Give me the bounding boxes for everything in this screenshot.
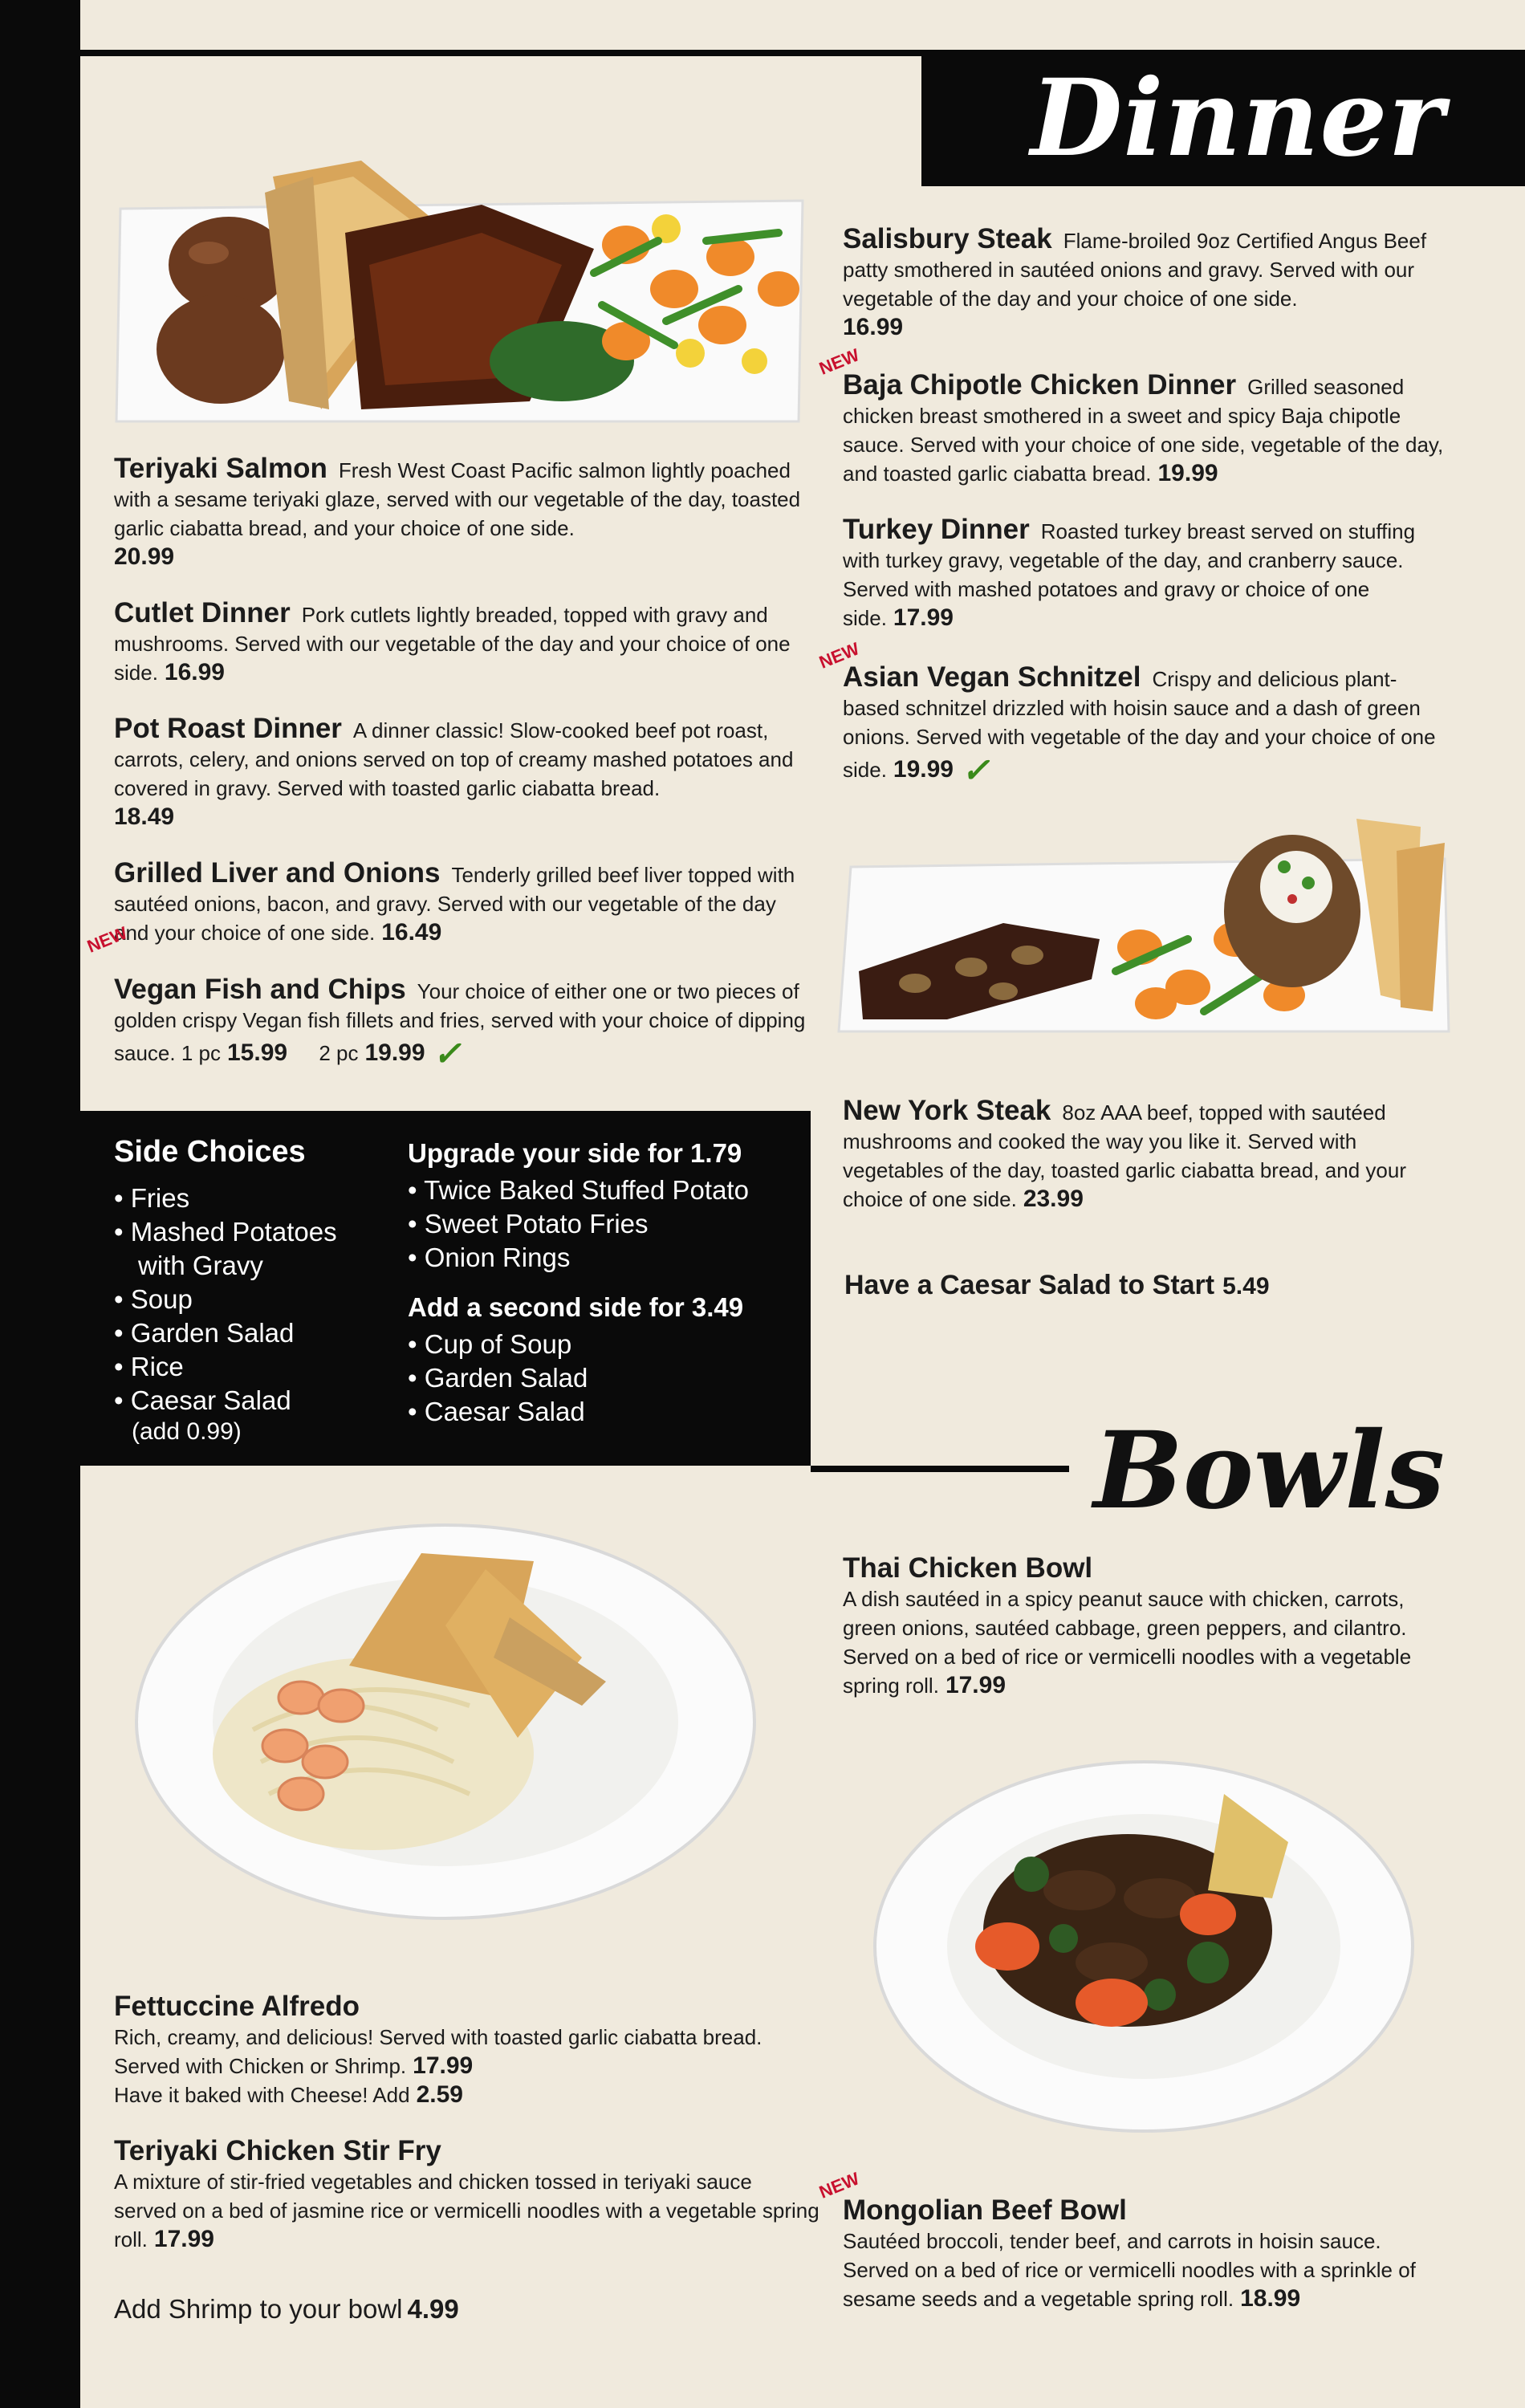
item-name: Grilled Liver and Onions	[114, 857, 441, 889]
list-item: • Twice Baked Stuffed Potato	[408, 1173, 749, 1207]
item-description: Fresh West Coast Pacific salmon lightly poached with a sesame teriyaki glaze, served with our vegetable of the day, toasted garlic ciabatta bread, and your choice of one side.	[114, 458, 801, 540]
menu-item-thai-chicken-bowl	[843, 1554, 1453, 1700]
item-description: Your choice of either one or two pieces of golden crispy Vegan fish fillets and fries, served with your choice of dipping sauce.	[114, 979, 806, 1065]
item-description: Rich, creamy, and delicious! Served with toasted garlic ciabatta bread.	[114, 2025, 762, 2049]
item-name: Teriyaki Chicken Stir Fry	[114, 2135, 441, 2166]
item-price: 16.49	[381, 919, 442, 946]
upgrade-side-list	[408, 1173, 749, 1275]
menu-item-new-york-steak	[843, 1096, 1453, 1214]
item-name: Thai Chicken Bowl	[843, 1552, 1093, 1584]
item-description: A dinner classic! Slow-cooked beef pot roast, carrots, celery, and onions served on top of creamy mashed potatoes and covered in gravy. Served with toasted garlic ciabatta bread.	[114, 718, 794, 800]
new-tag: NEW	[83, 922, 130, 957]
upgrade-side-title: Upgrade your side for 1.79	[408, 1138, 742, 1168]
list-item: • Soup	[114, 1283, 337, 1316]
addon-price: 4.99	[407, 2294, 459, 2324]
menu-item-grilled-liver	[114, 859, 812, 947]
menu-item-pot-roast	[114, 714, 812, 832]
item-price: 18.99	[1240, 2285, 1301, 2312]
item-description: Pork cutlets lightly breaded, topped with gravy and mushrooms. Served with our vegetable of the day and your choice of one side.	[114, 603, 791, 685]
item-description: Roasted turkey breast served on stuffing with turkey gravy, vegetable of the day, and cranberry sauce. Served with mashed potatoes and gravy or choice of one side.	[843, 519, 1416, 630]
item-description: 8oz AAA beef, topped with sautéed mushrooms and cooked the way you like it. Served with vegetables of the day, toasted garlic ciabatta bread, and your choice of one side.	[843, 1100, 1406, 1211]
second-side-title: Add a second side for 3.49	[408, 1292, 744, 1322]
caesar-salad-starter	[844, 1270, 1270, 1301]
list-item: • Onion Rings	[408, 1241, 749, 1275]
item-price: 17.99	[893, 604, 954, 631]
vegan-leaf-icon: ✓	[962, 751, 990, 789]
item-price: 16.99	[164, 659, 225, 685]
side-choices-list	[114, 1182, 337, 1446]
list-item: • Garden Salad	[408, 1361, 588, 1395]
list-item: • Caesar Salad	[114, 1384, 337, 1418]
item-description: A mixture of stir-fried vegetables and chicken tossed in teriyaki sauce served on a bed of jasmine rice or vermicelli noodles with a vegetable spring roll.	[114, 2170, 819, 2251]
list-item: • Rice	[114, 1350, 337, 1384]
starter-price: 5.49	[1222, 1273, 1270, 1300]
item-name: New York Steak	[843, 1095, 1051, 1126]
item-name: Cutlet Dinner	[114, 597, 291, 628]
item-price: 19.99	[1157, 460, 1218, 486]
item-price: 17.99	[153, 2226, 214, 2252]
list-item: • Cup of Soup	[408, 1328, 588, 1361]
item-description: Sautéed broccoli, tender beef, and carrots in hoisin sauce. Served on a bed of rice or vermicelli noodles with a sprinkle of sesame seeds and a vegetable spring roll.	[843, 2229, 1416, 2311]
menu-item-cutlet-dinner	[114, 599, 812, 687]
item-name: Baja Chipotle Chicken Dinner	[843, 369, 1237, 401]
menu-item-teriyaki-stir-fry	[114, 2137, 820, 2254]
item-name: Fettuccine Alfredo	[114, 1991, 360, 2022]
item-price: 16.99	[843, 314, 904, 340]
item-price-2: 19.99	[364, 1039, 425, 1066]
portion-label-2: 2 pc	[319, 1041, 359, 1065]
item-price: 23.99	[1023, 1186, 1084, 1212]
item-extra: Have it baked with Cheese! Add	[114, 2083, 410, 2107]
item-price: 20.99	[114, 543, 175, 570]
item-name: Mongolian Beef Bowl	[843, 2194, 1127, 2226]
item-description-2: Served with Chicken or Shrimp.	[114, 2054, 407, 2078]
item-description: Flame-broiled 9oz Certified Angus Beef patty smothered in sautéed onions and gravy. Served with our vegetable of the day and your choice of one side.	[843, 229, 1427, 311]
menu-item-salisbury-steak	[843, 225, 1453, 342]
add-shrimp	[114, 2294, 459, 2325]
bowls-title: Bowls	[1093, 1409, 1445, 1533]
addon-label: Add Shrimp to your bowl	[114, 2294, 403, 2324]
new-tag: NEW	[815, 344, 862, 379]
starter-label: Have a Caesar Salad to Start	[844, 1270, 1215, 1300]
item-name: Salisbury Steak	[843, 223, 1052, 254]
item-price: 18.49	[114, 803, 175, 830]
menu-item-baja-chipotle	[843, 371, 1453, 488]
item-price: 17.99	[945, 1672, 1007, 1698]
item-price: 19.99	[893, 756, 954, 783]
menu-item-asian-vegan-schnitzel	[843, 661, 1453, 789]
new-tag: NEW	[815, 2168, 862, 2203]
teriyaki-salmon-photo	[112, 144, 811, 433]
list-item: • Caesar Salad	[408, 1395, 588, 1429]
menu-item-vegan-fish-chips	[114, 974, 812, 1072]
new-york-steak-photo	[835, 819, 1453, 1043]
item-description: A dish sautéed in a spicy peanut sauce with chicken, carrots, green onions, sautéed cabbage, green peppers, and cilantro. Served on a bed of rice or vermicelli noodles with a vegetable spring roll.	[843, 1587, 1412, 1698]
item-description: Grilled seasoned chicken breast smothered in a sweet and spicy Baja chipotle sauce. Served with your choice of one side, vegetable of the day, and toasted garlic ciabatta bread.	[843, 375, 1444, 486]
second-side-list	[408, 1328, 588, 1429]
item-price: 17.99	[413, 2052, 474, 2079]
item-name: Teriyaki Salmon	[114, 453, 327, 484]
item-name: Asian Vegan Schnitzel	[843, 661, 1141, 693]
portion-label-1: 1 pc	[181, 1041, 221, 1065]
vegan-leaf-icon: ✓	[433, 1035, 462, 1072]
item-name: Vegan Fish and Chips	[114, 974, 406, 1005]
fettuccine-alfredo-photo	[132, 1521, 758, 1922]
side-choices-panel	[80, 1111, 811, 1466]
item-name: Turkey Dinner	[843, 514, 1030, 545]
menu-item-fettuccine-alfredo	[114, 1992, 820, 2109]
list-item-continued: with Gravy	[138, 1251, 263, 1280]
list-item: • Mashed Potatoes	[114, 1215, 337, 1249]
item-description: Tenderly grilled beef liver topped with sautéed onions, bacon, and gravy. Served with our vegetable of the day and your choice of one side.	[114, 863, 795, 945]
new-tag: NEW	[815, 638, 862, 673]
top-strip	[80, 0, 1525, 50]
menu-item-mongolian-beef-bowl	[843, 2196, 1453, 2313]
menu-item-teriyaki-salmon	[114, 454, 812, 571]
item-extra-price: 2.59	[416, 2081, 463, 2108]
item-description: Crispy and delicious plant-based schnitzel drizzled with hoisin sauce and a dash of green onions. Served with vegetable of the day and your choice of one side.	[843, 667, 1436, 782]
side-choices-title: Side Choices	[114, 1135, 306, 1169]
list-item: • Sweet Potato Fries	[408, 1207, 749, 1241]
menu-item-turkey-dinner	[843, 515, 1453, 633]
bowls-divider	[811, 1466, 1069, 1472]
mongolian-beef-photo	[871, 1754, 1417, 2139]
dinner-title: Dinner	[1030, 56, 1445, 181]
list-item-note: (add 0.99)	[132, 1418, 242, 1445]
item-name: Pot Roast Dinner	[114, 713, 342, 744]
list-item: • Garden Salad	[114, 1316, 337, 1350]
left-black-bar	[0, 0, 80, 2408]
item-price-1: 15.99	[227, 1039, 288, 1066]
list-item: • Fries	[114, 1182, 337, 1215]
